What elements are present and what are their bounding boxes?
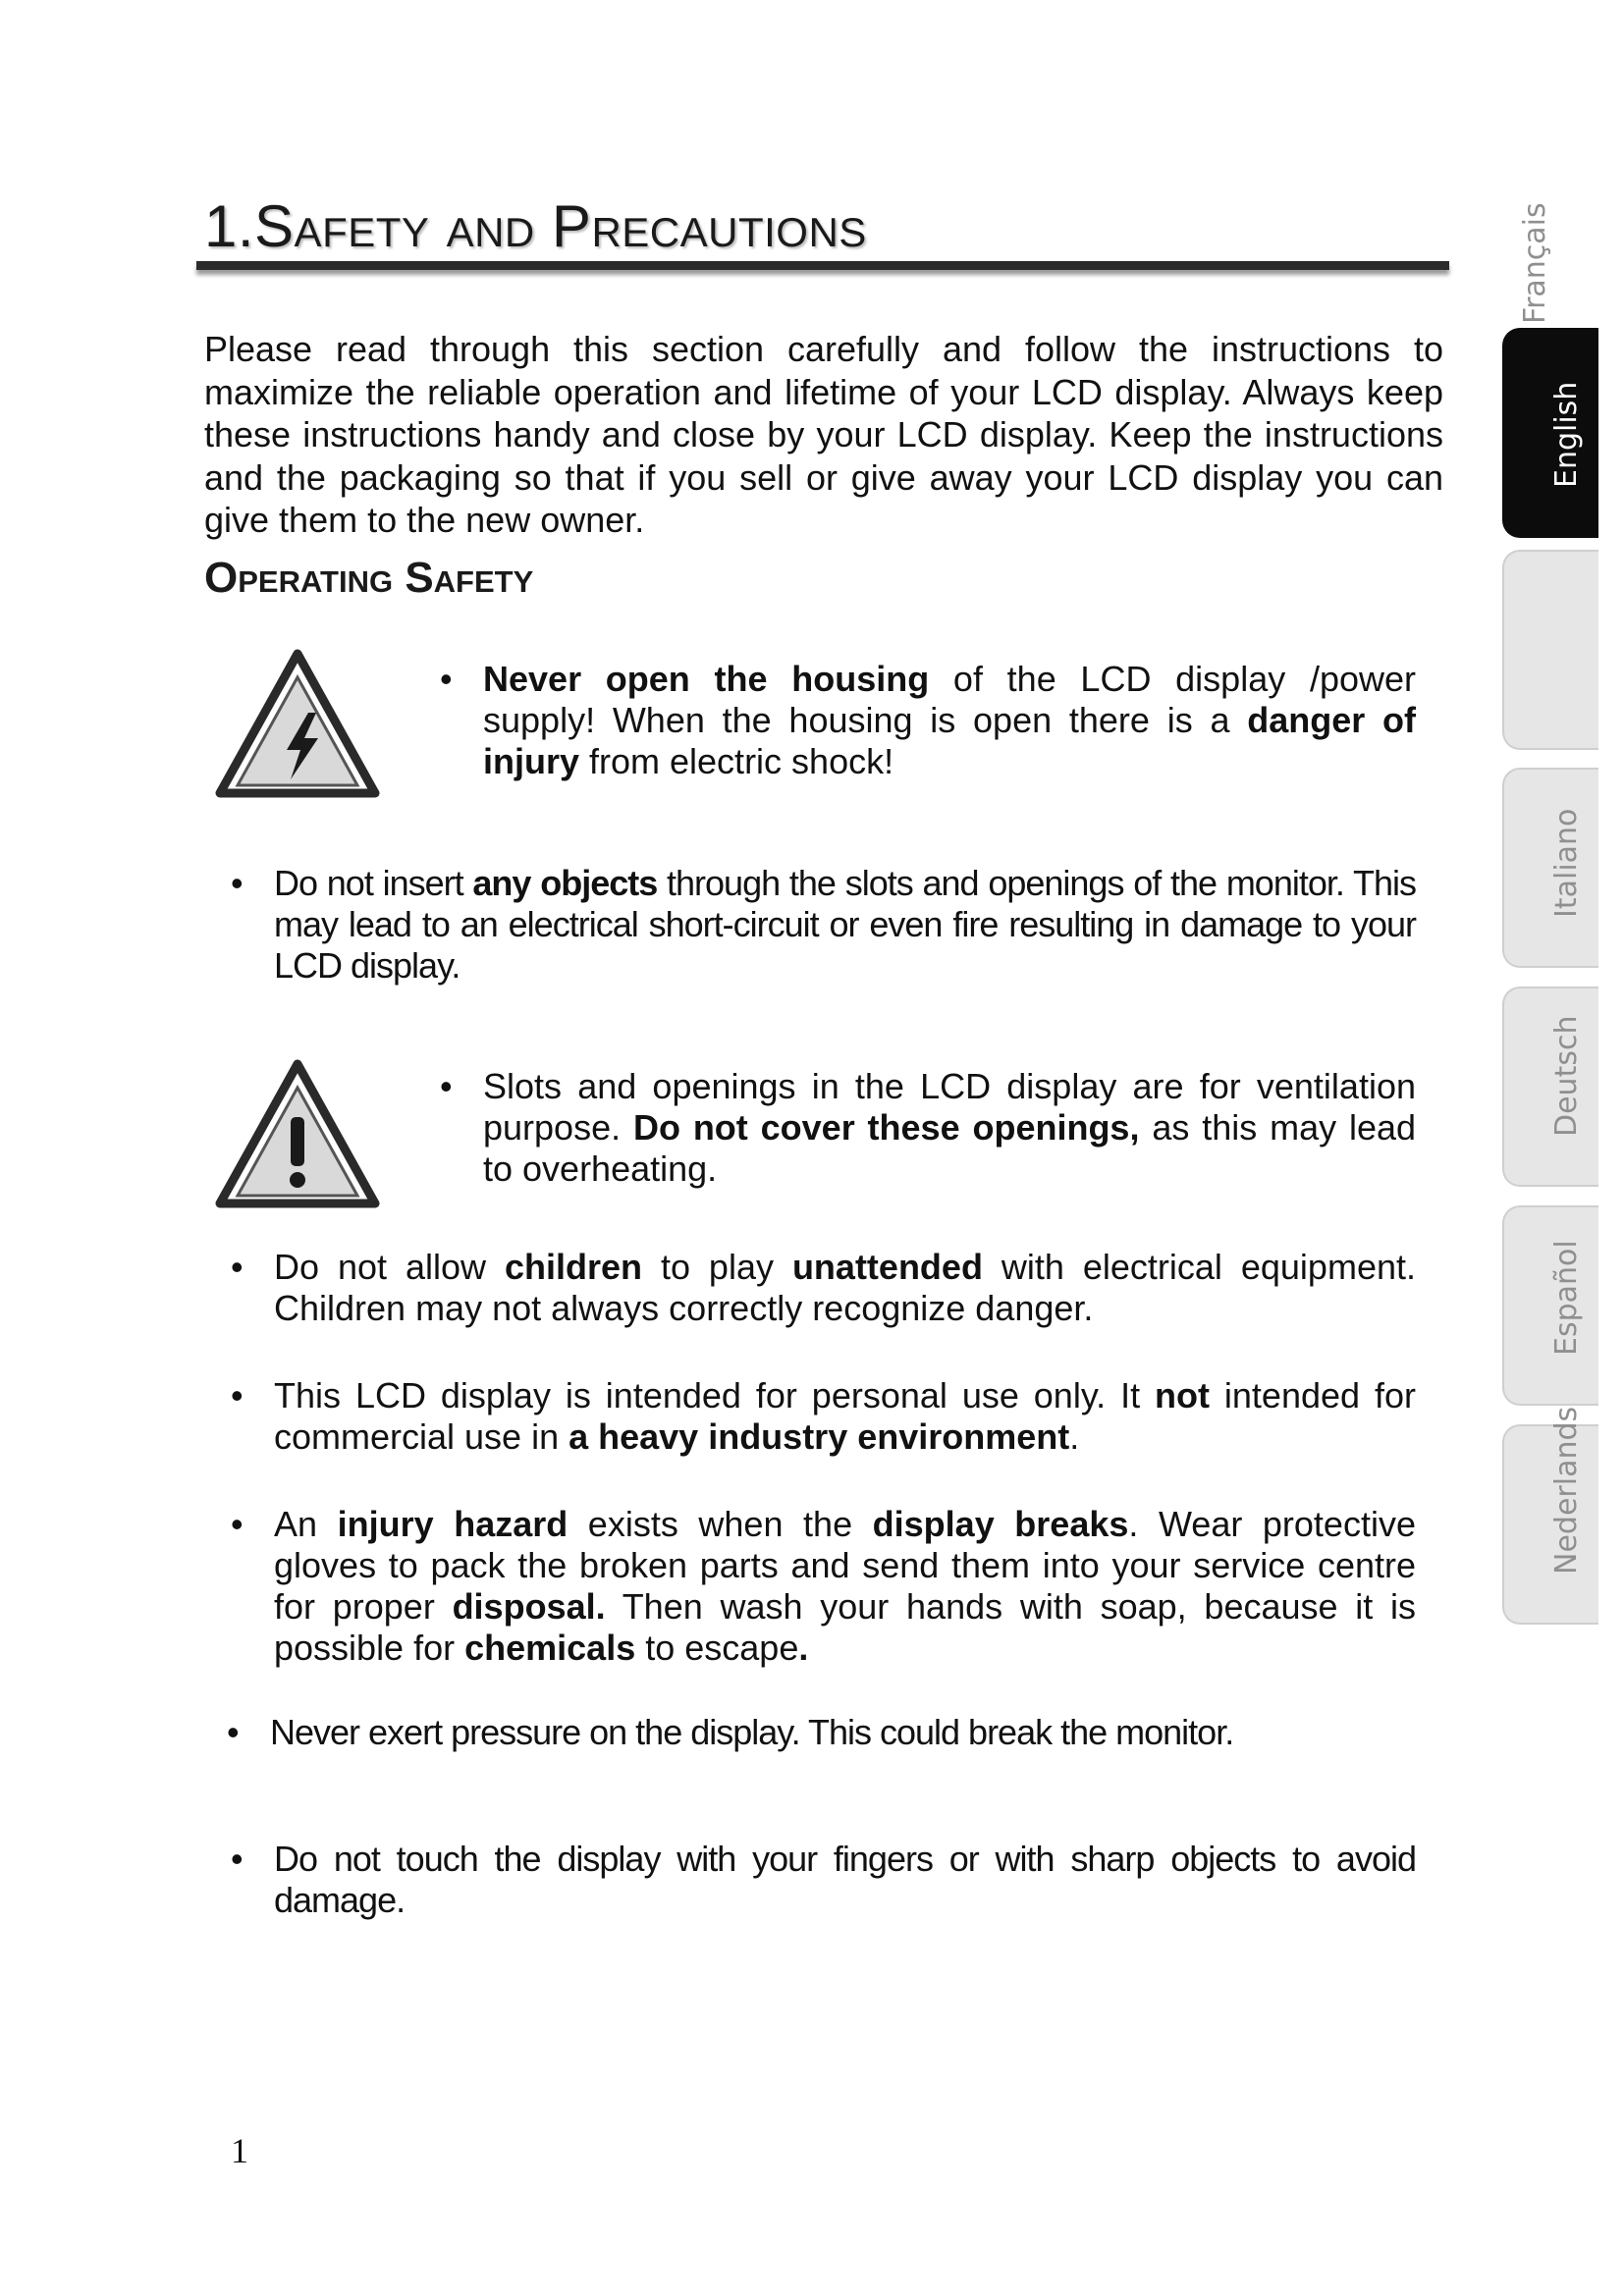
safety-item-touch: • Do not touch the display with your fingers or with sharp objects to avoid damage. [231, 1839, 1416, 1920]
bullet: • [231, 1375, 244, 1415]
tab-espanol[interactable] [1502, 1205, 1598, 1406]
tab-deutsch[interactable] [1502, 987, 1598, 1187]
tab-english-label: English [1549, 381, 1584, 488]
intro-paragraph: Please read through this section carefully and follow the instructions to maximize the reliable operation and lifetime of your LCD display. Always keep these instructions handy and close by your LCD display. Keep the instructions and the packaging so that if you sell or give away your LCD display you can give them to the new owner. [204, 329, 1443, 540]
tab-espanol-label: Español [1549, 1240, 1584, 1356]
bullet: • [231, 1247, 244, 1287]
bullet: • [231, 863, 243, 903]
safety-item-objects: • Do not insert any objects through the slots and openings of the monitor. This may lead to an electrical short-circuit or even fire resulting in damage to your LCD display. [231, 863, 1416, 986]
caution-warning-icon [214, 1058, 381, 1210]
tab-italiano[interactable] [1502, 768, 1598, 968]
safety-item-pressure: • Never exert pressure on the display. This could break the monitor. [227, 1712, 1234, 1752]
tab-francais-label[interactable]: Français [1518, 202, 1552, 324]
safety-item-injury-hazard: • An injury hazard exists when the display breaks. Wear protective gloves to pack the broken parts and send them into your service centre for proper disposal. Then wash your hands with soap, because it is possible for chemicals to escape. [231, 1504, 1417, 1668]
safety-item-children: • Do not allow children to play unattended with electrical equipment. Children may not always correctly recognize danger. [231, 1247, 1416, 1328]
safety-item-personal-use: • This LCD display is intended for personal use only. It not intended for commercial use in a heavy industry environment. [231, 1375, 1416, 1457]
title-divider [196, 261, 1449, 270]
section-heading: Operating Safety [204, 554, 534, 602]
bullet: • [440, 659, 453, 699]
bullet: • [231, 1839, 243, 1879]
tab-nederlands[interactable] [1502, 1406, 1598, 1625]
safety-item-ventilation: • Slots and openings in the LCD display are for ventilation purpose. Do not cover these openings, as this may lead to overheating. [440, 1066, 1417, 1189]
bullet: • [227, 1712, 239, 1752]
electric-shock-warning-icon [214, 648, 381, 800]
tab-nederlands-label: Nederlands [1549, 1406, 1584, 1575]
bullet: • [440, 1066, 453, 1106]
page-title: 1.Safety and Precautions [204, 193, 867, 259]
tab-deutsch-label: Deutsch [1549, 1015, 1584, 1137]
page-number: 1 [231, 2131, 248, 2170]
tab-italiano-label: Italiano [1549, 808, 1584, 918]
bullet: • [231, 1504, 244, 1544]
tab-blank[interactable] [1502, 550, 1598, 750]
safety-item-housing: • Never open the housing of the LCD display /power supply! When the housing is open there is a danger of injury from electric shock! [440, 659, 1416, 781]
tab-english[interactable] [1502, 328, 1598, 538]
